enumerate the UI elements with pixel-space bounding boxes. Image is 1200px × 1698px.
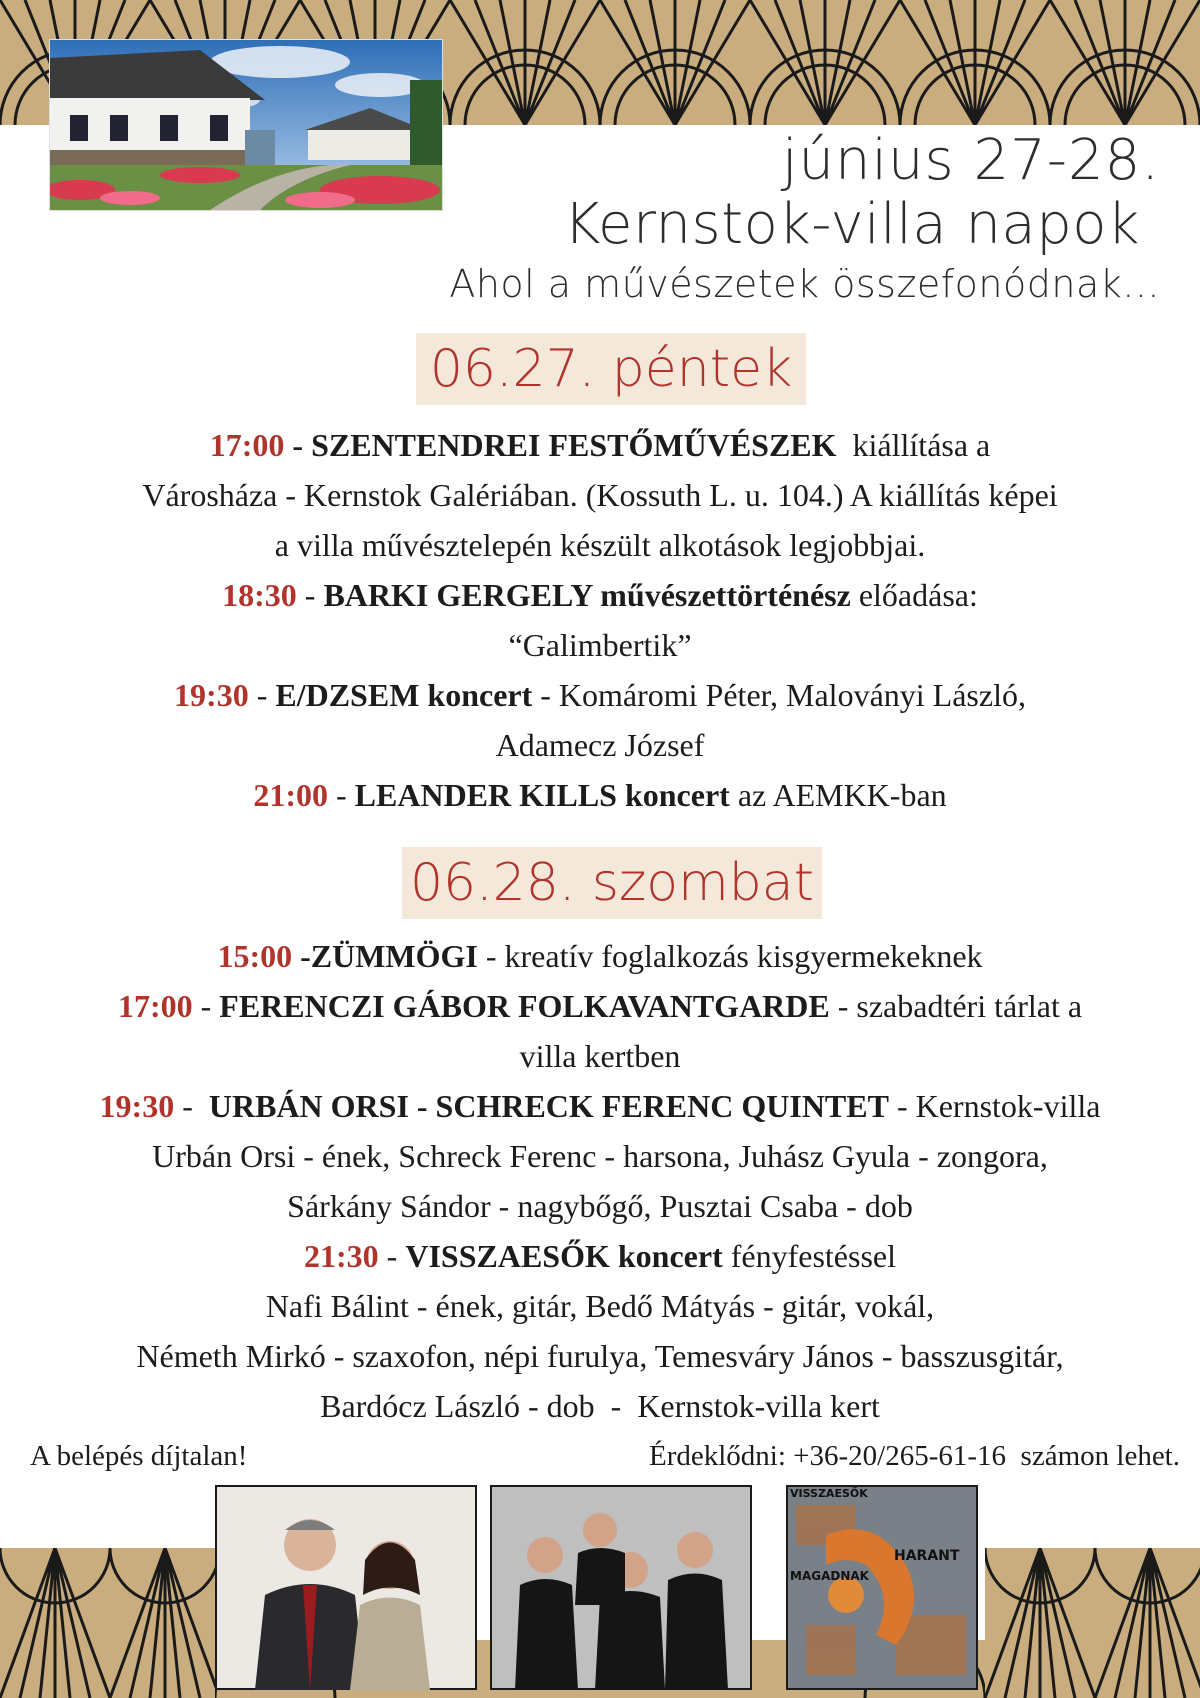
program-line: Adamecz József — [495, 727, 705, 763]
event-time: 18:30 — [222, 577, 297, 613]
event-name: URBÁN ORSI - SCHRECK FERENC QUINTET — [208, 1088, 889, 1124]
separator: - — [174, 1088, 209, 1124]
program-friday — [0, 420, 1200, 820]
event-time: 21:30 — [304, 1238, 379, 1274]
event-name: SZENTENDREI FESTŐMŰVÉSZEK — [311, 427, 837, 463]
program-line: a villa művésztelepén készült alkotások legjobbjai. — [274, 527, 926, 563]
event-detail: - szabadtéri tárlat a — [829, 988, 1083, 1024]
artwork-text-harant: HARANT — [894, 1548, 960, 1564]
artwork-text-magadnak: MAGADNAK — [790, 1569, 869, 1583]
day-badge-saturday: 06.28. szombat — [402, 847, 822, 919]
event-date: június 27-28. — [781, 128, 1160, 193]
event-detail: - kreatív foglalkozás kisgyermekeknek — [477, 938, 983, 974]
program-line — [0, 570, 1200, 620]
separator: - — [296, 577, 324, 613]
event-detail: - Komáromi Péter, Maloványi László, — [532, 677, 1026, 713]
separator: - — [284, 427, 312, 463]
program-line — [0, 670, 1200, 720]
free-entry-note: A belépés díjtalan! — [30, 1440, 248, 1472]
album-artwork — [786, 1485, 978, 1690]
event-name: FERENCZI GÁBOR FOLKAVANTGARDE — [219, 988, 830, 1024]
program-line — [0, 981, 1200, 1031]
program-line — [0, 420, 1200, 470]
event-time: 17:00 — [117, 988, 193, 1024]
performers-duo-photo — [215, 1485, 477, 1690]
separator: - — [378, 1238, 406, 1274]
program-line — [0, 1231, 1200, 1281]
event-detail: előadása: — [850, 577, 978, 613]
program-line: Városháza - Kernstok Galériában. (Kossuth L. u. 104.) A kiállítás képei — [142, 477, 1058, 513]
event-name: LEANDER KILLS koncert — [354, 777, 730, 813]
event-detail: - Kernstok-villa — [888, 1088, 1101, 1124]
event-title: Kernstok-villa napok — [563, 192, 1140, 257]
program-line — [0, 931, 1200, 981]
program-line — [0, 1081, 1200, 1131]
program-line — [0, 770, 1200, 820]
event-time: 19:30 — [174, 677, 249, 713]
day-badge-friday: 06.27. péntek — [416, 333, 806, 405]
program-line: Nafi Bálint - ének, gitár, Bedő Mátyás - gitár, vokál, — [265, 1288, 935, 1324]
event-subtitle: Ahol a művészetek összefonódnak... — [449, 262, 1160, 306]
event-detail: az AEMKK-ban — [729, 777, 947, 813]
event-detail: fényfestéssel — [722, 1238, 896, 1274]
separator: - — [328, 777, 355, 813]
event-time: 15:00 — [217, 938, 293, 974]
event-name: BARKI GERGELY művészettörténész — [323, 577, 851, 613]
separator: - — [192, 988, 220, 1024]
contact-info: Érdeklődni: +36-20/265-61-16 számon lehet. — [649, 1440, 1180, 1472]
event-name: ZÜMMÖGI — [310, 938, 478, 974]
decorative-fan-pattern-bottom-right — [985, 1548, 1200, 1698]
program-line: Bardócz László - dob - Kernstok-villa kert — [320, 1388, 880, 1424]
villa-photo — [50, 40, 442, 210]
band-photo — [490, 1485, 752, 1690]
event-name: VISSZAESŐK koncert — [405, 1238, 723, 1274]
program-line: Németh Mirkó - szaxofon, népi furulya, Temesváry János - basszusgitár, — [136, 1338, 1064, 1374]
artwork-text-top: VISSZAESŐK — [790, 1487, 868, 1500]
event-name: E/DZSEM koncert — [275, 677, 533, 713]
separator: - — [292, 938, 311, 974]
event-detail: kiállítása a — [836, 427, 991, 463]
program-line: Urbán Orsi - ének, Schreck Ferenc - harsona, Juhász Gyula - zongora, — [152, 1138, 1048, 1174]
program-line: Sárkány Sándor - nagybőgő, Pusztai Csaba - dob — [287, 1188, 913, 1224]
event-time: 17:00 — [209, 427, 285, 463]
decorative-fan-pattern-bottom-left — [0, 1548, 215, 1698]
program-saturday — [0, 931, 1200, 1431]
program-line: villa kertben — [519, 1038, 681, 1074]
separator: - — [248, 677, 276, 713]
program-line: “Galimbertik” — [508, 627, 692, 663]
event-time: 21:00 — [253, 777, 328, 813]
event-time: 19:30 — [99, 1088, 175, 1124]
